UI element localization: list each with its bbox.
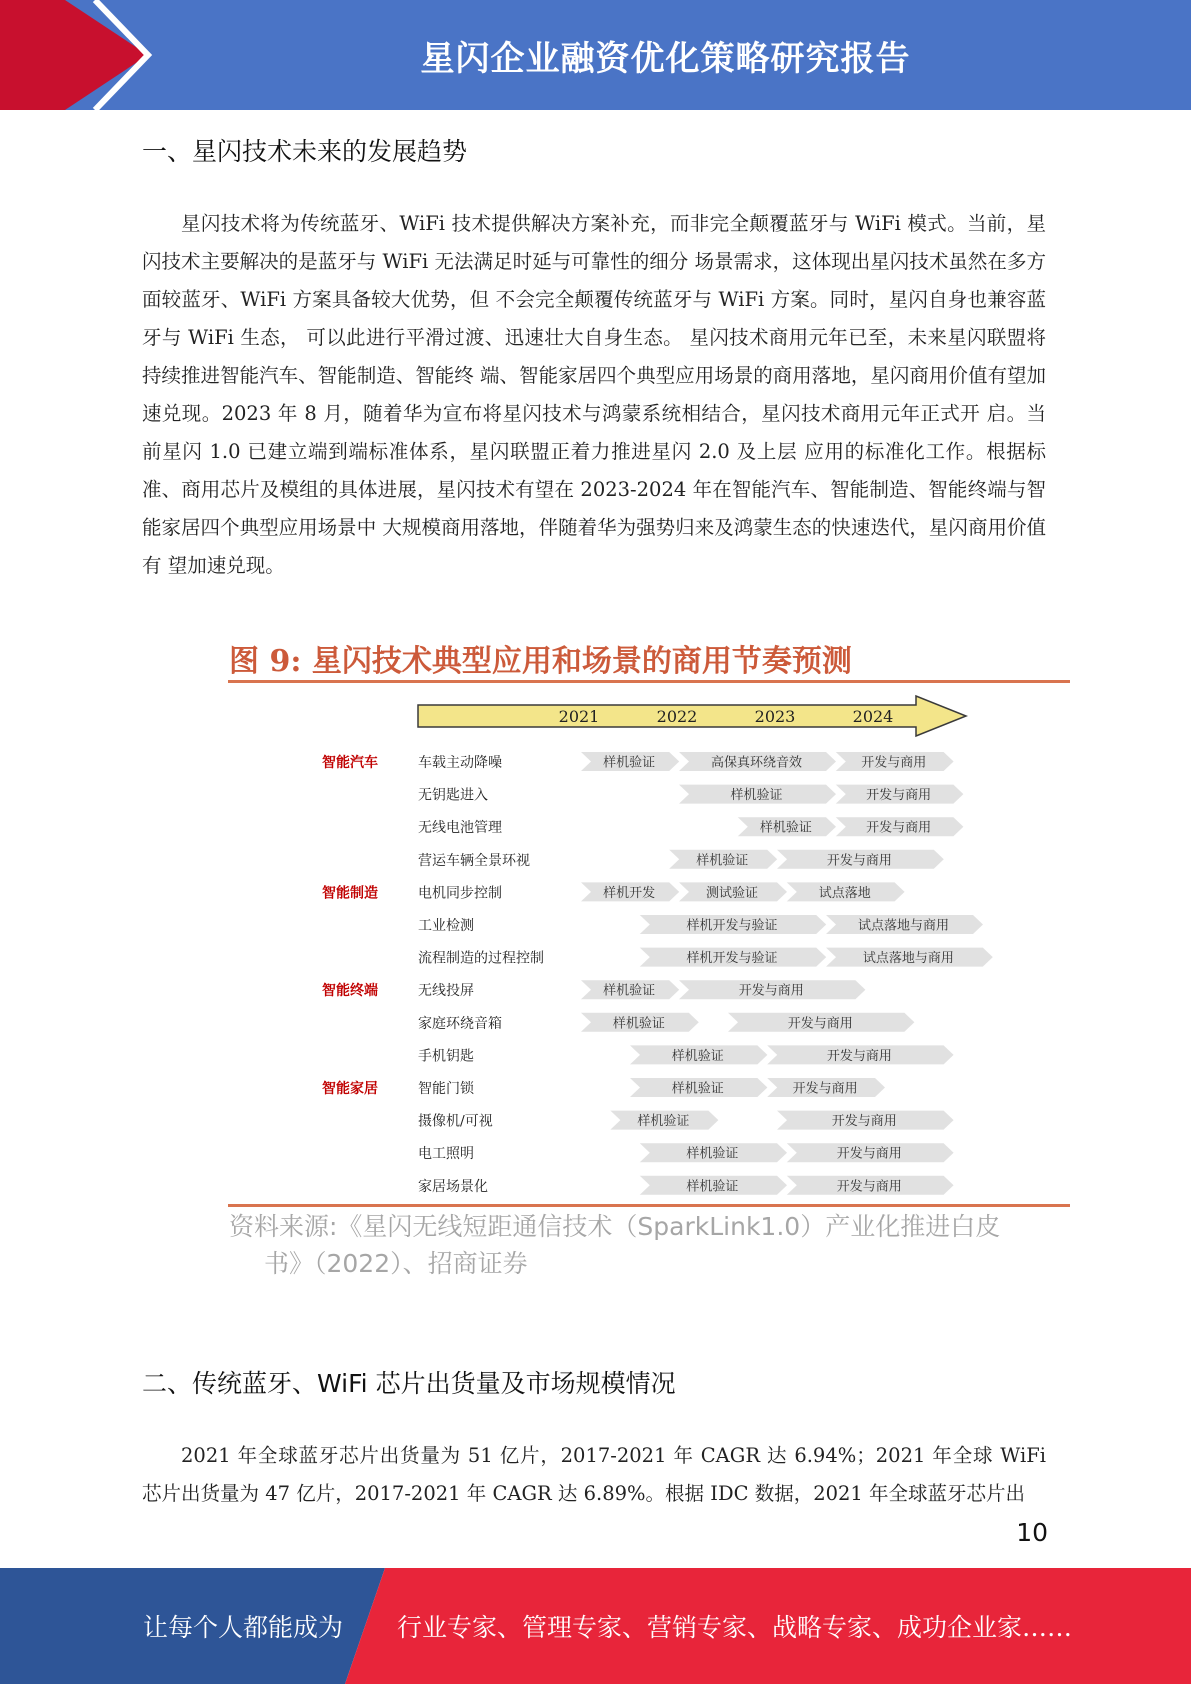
phase-label: 样机验证 bbox=[603, 755, 656, 771]
section2-heading: 二、传统蓝牙、WiFi 芯片出货量及市场规模情况 bbox=[142, 1369, 676, 1398]
roadmap-chart bbox=[228, 690, 1070, 1200]
phase-label: 样机验证 bbox=[671, 1081, 724, 1097]
phase-label: 样机验证 bbox=[696, 853, 749, 869]
application-label: 无线电池管理 bbox=[418, 820, 502, 837]
phase-label: 样机验证 bbox=[603, 983, 656, 999]
phase-label: 样机验证 bbox=[637, 1114, 690, 1130]
figure-source bbox=[229, 1208, 1079, 1282]
figure-source-line1: 资料来源:《星闪无线短距通信技术（SparkLink1.0）产业化推进白皮 bbox=[229, 1212, 1001, 1241]
figure-bottom-rule bbox=[228, 1204, 1070, 1207]
footer-right-text: 行业专家、管理专家、营销专家、战略专家、成功企业家…… bbox=[397, 1613, 1073, 1642]
application-label: 无线投屏 bbox=[418, 983, 474, 1000]
figure-title: 图 9: 星闪技术典型应用和场景的商用节奏预测 bbox=[229, 644, 852, 679]
phase-label: 开发与商用 bbox=[831, 1114, 897, 1130]
phase-label: 样机验证 bbox=[759, 820, 812, 836]
phase-label: 样机开发 bbox=[603, 885, 656, 901]
phase-label: 开发与商用 bbox=[787, 1016, 853, 1032]
application-label: 智能门锁 bbox=[418, 1081, 474, 1097]
page-title: 星闪企业融资优化策略研究报告 bbox=[420, 38, 911, 79]
phase-label: 试点落地 bbox=[818, 885, 871, 901]
phase-label: 样机验证 bbox=[686, 1146, 739, 1162]
footer-left-text: 让每个人都能成为 bbox=[143, 1613, 344, 1642]
phase-label: 样机开发与验证 bbox=[686, 918, 778, 934]
category-label: 智能制造 bbox=[322, 885, 378, 902]
application-label: 家居场景化 bbox=[418, 1178, 488, 1195]
category-label: 智能终端 bbox=[322, 983, 378, 1000]
application-label: 电工照明 bbox=[418, 1146, 474, 1163]
category-label: 智能家居 bbox=[322, 1081, 378, 1097]
phase-label: 样机验证 bbox=[671, 1048, 724, 1064]
phase-label: 样机验证 bbox=[612, 1016, 665, 1032]
phase-label: 开发与商用 bbox=[861, 755, 927, 771]
application-label: 无钥匙进入 bbox=[418, 787, 488, 804]
phase-label: 开发与商用 bbox=[826, 853, 892, 869]
phase-label: 样机开发与验证 bbox=[686, 951, 778, 967]
timeline-year-label: 2022 bbox=[656, 707, 698, 726]
section2-paragraph: 2021 年全球蓝牙芯片出货量为 51 亿片，2017-2021 年 CAGR 达 6.94%；2021 年全球 WiFi 芯片出货量为 47 亿片，2017-2021 年 CAGR 达 6.89%。根据 IDC 数据，2021 年全球蓝牙芯片出 bbox=[142, 1444, 1046, 1505]
figure-source-line2: 书》（2022）、招商证券 bbox=[264, 1249, 528, 1278]
phase-label: 开发与商用 bbox=[792, 1081, 858, 1097]
application-label: 营运车辆全景环视 bbox=[418, 852, 530, 869]
application-label: 流程制造的过程控制 bbox=[418, 950, 544, 967]
phase-label: 开发与商用 bbox=[826, 1048, 892, 1064]
section1-paragraph: 星闪技术将为传统蓝牙、WiFi 技术提供解决方案补充，而非完全颠覆蓝牙与 WiFi 模式。当前，星闪技术主要解决的是蓝牙与 WiFi 无法满足时延与可靠性的细分 场景需求，这体现出星闪技术虽然在多方面较蓝牙、WiFi 方案具备较大优势，但 不会完全颠覆传统蓝牙与 WiFi 方案。同时，星闪自身也兼容蓝牙与 WiFi 生态， 可以此进行平滑过渡、迅速壮大自身生态。 星闪技术商用元年已至，未来星闪联盟将持续推进智能汽车、智能制造、智能终 端、智能家居四个典型应用场景的商用落地，星闪商用价值有望加速兑现。2023 年 8 月，随着华为宣布将星闪技术与鸿蒙系统相结合，星闪技术商用元年正式开 启。当前星闪 1.0 已建立端到端标准体系，星闪联盟正着力推进星闪 2.0 及上层 应用的标准化工作。根据标准、商用芯片及模组的具体进展，星闪技术有望在 2023-2024 年在智能汽车、智能制造、智能终端与智能家居四个典型应用场景中 大规模商用落地，伴随着华为强势归来及鸿蒙生态的快速迭代，星闪商用价值有 望加速兑现。 bbox=[142, 212, 1046, 577]
application-label: 家庭环绕音箱 bbox=[418, 1015, 502, 1032]
figure-top-rule bbox=[228, 680, 1070, 683]
phase-label: 开发与商用 bbox=[866, 820, 932, 836]
phase-label: 开发与商用 bbox=[866, 788, 932, 804]
page-footer bbox=[0, 1568, 1191, 1684]
phase-label: 样机验证 bbox=[686, 1179, 739, 1195]
section1-heading: 一、星闪技术未来的发展趋势 bbox=[142, 137, 468, 166]
header-arrow-decoration bbox=[0, 0, 160, 110]
timeline-year-label: 2024 bbox=[852, 707, 894, 726]
application-label: 电机同步控制 bbox=[418, 885, 502, 902]
page-header bbox=[0, 0, 1191, 110]
application-label: 车载主动降噪 bbox=[418, 755, 502, 771]
timeline-year-label: 2023 bbox=[754, 707, 796, 726]
phase-label: 开发与商用 bbox=[738, 983, 804, 999]
application-label: 工业检测 bbox=[418, 918, 474, 934]
phase-label: 开发与商用 bbox=[836, 1179, 902, 1195]
phase-label: 开发与商用 bbox=[836, 1146, 902, 1162]
page-number: 10 bbox=[1016, 1518, 1048, 1547]
phase-label: 高保真环绕音效 bbox=[710, 755, 803, 771]
category-label: 智能汽车 bbox=[322, 755, 378, 771]
phase-label: 试点落地与商用 bbox=[862, 951, 954, 967]
phase-label: 样机验证 bbox=[730, 788, 783, 804]
phase-label: 测试验证 bbox=[705, 885, 759, 901]
timeline-year-label: 2021 bbox=[558, 707, 600, 726]
application-label: 手机钥匙 bbox=[418, 1048, 474, 1065]
application-label: 摄像机/可视 bbox=[418, 1113, 493, 1130]
phase-label: 试点落地与商用 bbox=[857, 918, 950, 934]
